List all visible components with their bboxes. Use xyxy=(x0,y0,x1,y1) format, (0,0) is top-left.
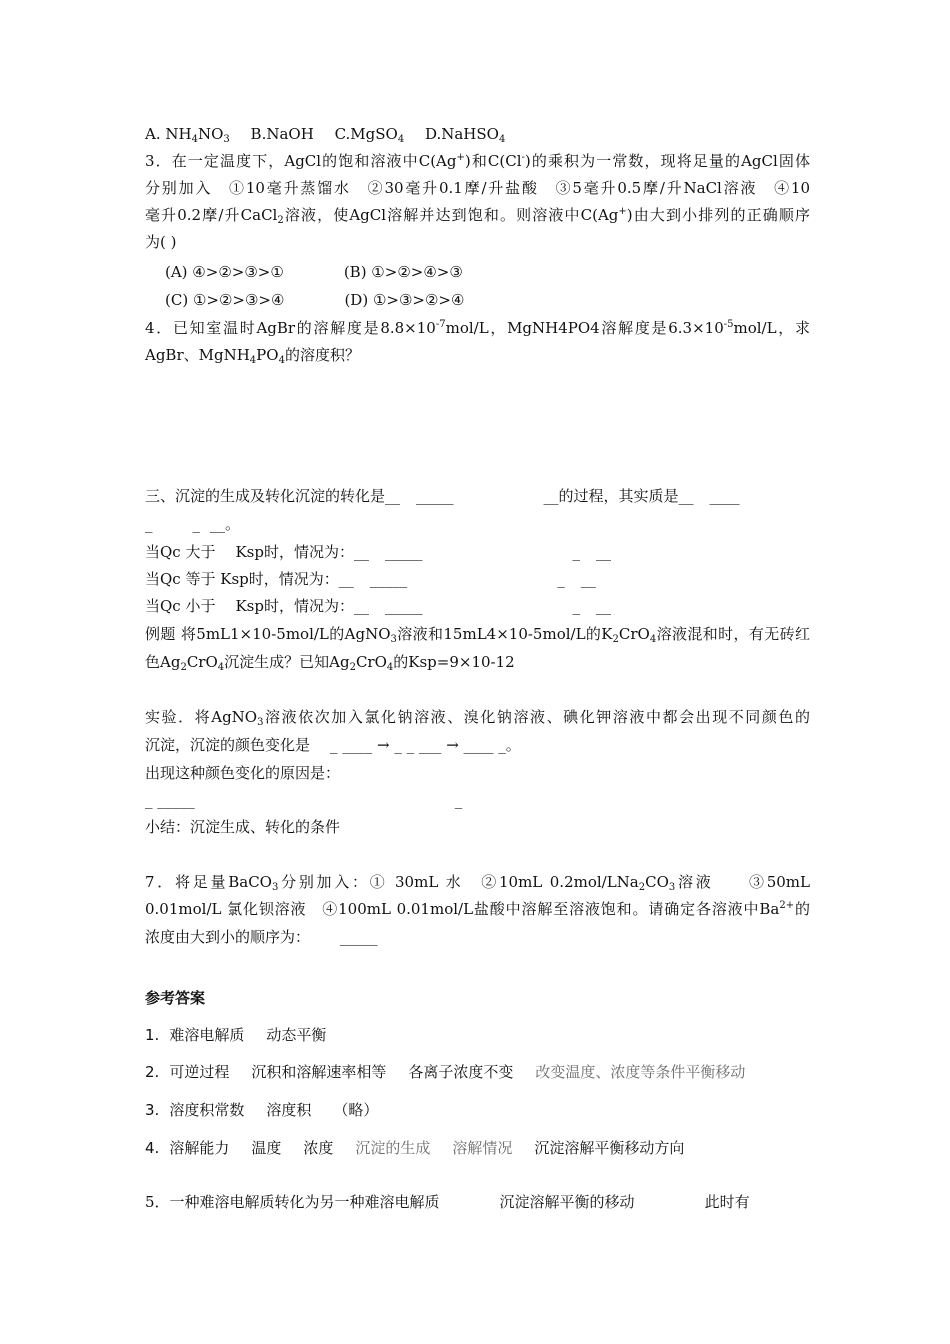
summary-line: 小结：沉淀生成、转化的条件 xyxy=(145,818,341,836)
q3-option-a: (A) ④>②>③>① xyxy=(165,263,284,281)
q3-line-3: 毫升0.2摩/升CaCl$_2$溶液，使AgCl溶解并达到饱和。则溶液中C(Ag+)由大到小排列的正确顺序 xyxy=(145,206,810,226)
experiment-line-2: 沉淀，沉淀的颜色变化是 _ ____ → _ _ ___ → ____ _。 xyxy=(145,736,521,754)
q3-options-row-2 xyxy=(165,290,830,310)
answers-heading: 参考答案 xyxy=(145,989,206,1007)
q2-options: A. $NH_4NO_3$ B.NaOH C.MgSO$_4$ D.NaHSO$_4$ xyxy=(145,125,506,145)
q7-line-1: 7．将足量BaCO$_3$分别加入：① 30mL 水 ②10mL $0.2mol/LNa_2CO_3$溶液 ③50mL xyxy=(145,873,810,893)
sec3-line-1: 三、沉淀的生成及转化沉淀的转化是__ _____ __的过程，其实质是__ ____ xyxy=(145,487,740,505)
q3-options-row-1 xyxy=(165,262,830,282)
answer-1: 1. 难溶电解质 动态平衡 xyxy=(145,1026,327,1044)
example-line-1: 例题 将5mL1×10-5mol/L的AgNO$_3$溶液和15mL4×10-5mol/L的$K_2CrO_4$溶液混和时，有无砖红 xyxy=(145,625,810,645)
experiment-line-3: 出现这种颜色变化的原因是： xyxy=(145,764,341,782)
answer-4: 4. 溶解能力 温度 浓度 沉淀的生成 溶解情况 沉淀溶解平衡移动方向 xyxy=(145,1139,685,1157)
sec3-qc-equal: 当Qc 等于 Ksp时，情况为：__ _____ _ __ xyxy=(145,570,596,588)
q3-line-1: 3．在一定温度下，AgCl的饱和溶液中C(Ag+)和C(Cl-)的乘积为一常数，现将足量的AgCl固体 xyxy=(145,152,810,170)
experiment-line-1: 实验．将AgNO$_3$溶液依次加入氯化钠溶液、溴化钠溶液、碘化钾溶液中都会出现不同颜色的 xyxy=(145,708,810,728)
answer-2: 2. 可逆过程 沉积和溶解速率相等 各离子浓度不变 改变温度、浓度等条件平衡移动 xyxy=(145,1063,746,1081)
q3-option-c: (C) ①>②>③>④ xyxy=(165,291,285,309)
q7-line-3: 浓度由大到小的顺序为： _____ xyxy=(145,928,378,946)
sec3-qc-greater: 当Qc 大于 Ksp时，情况为：__ _____ _ __ xyxy=(145,543,611,561)
q3-option-d: (D) ①>③>②>④ xyxy=(344,291,465,309)
q3-option-b: (B) ①>②>④>③ xyxy=(343,263,463,281)
q4-line-2: AgBr、$MgNH_4PO_4$的溶度积？ xyxy=(145,346,360,366)
q3-line-4: 为( ) xyxy=(145,233,177,251)
example-line-2: 色$Ag_2CrO_4$沉淀生成？已知$Ag_2CrO_4$的Ksp=9×10-12 xyxy=(145,653,515,673)
answer-5: 5．一种难溶电解质转化为另一种难溶电解质 沉淀溶解平衡的移动 此时有 xyxy=(145,1193,750,1211)
sec3-qc-less: 当Qc 小于 Ksp时，情况为：__ _____ _ __ xyxy=(145,597,611,615)
experiment-line-4: _ _____ _ xyxy=(145,791,463,809)
q4-line-1: 4．已知室温时AgBr的溶解度是$8.8\times 10^{-7}mol/L$，MgNH4PO4溶解度是$6.3\times 10^{-5}mol/L$，求 xyxy=(145,319,810,337)
answer-3: 3. 溶度积常数 溶度积 （略） xyxy=(145,1101,379,1119)
sec3-line-2: _ _ __。 xyxy=(145,515,241,533)
q7-line-2: 0.01mol/L 氯化钡溶液 ④100mL 0.01mol/L盐酸中溶解至溶液饱和。请确定各溶液中$Ba^{2+}$的 xyxy=(145,900,810,918)
q3-line-2: 分别加入 ①10毫升蒸馏水 ②30毫升0.1摩/升盐酸 ③5毫升0.5摩/升NaCl溶液 ④10 xyxy=(145,179,810,197)
